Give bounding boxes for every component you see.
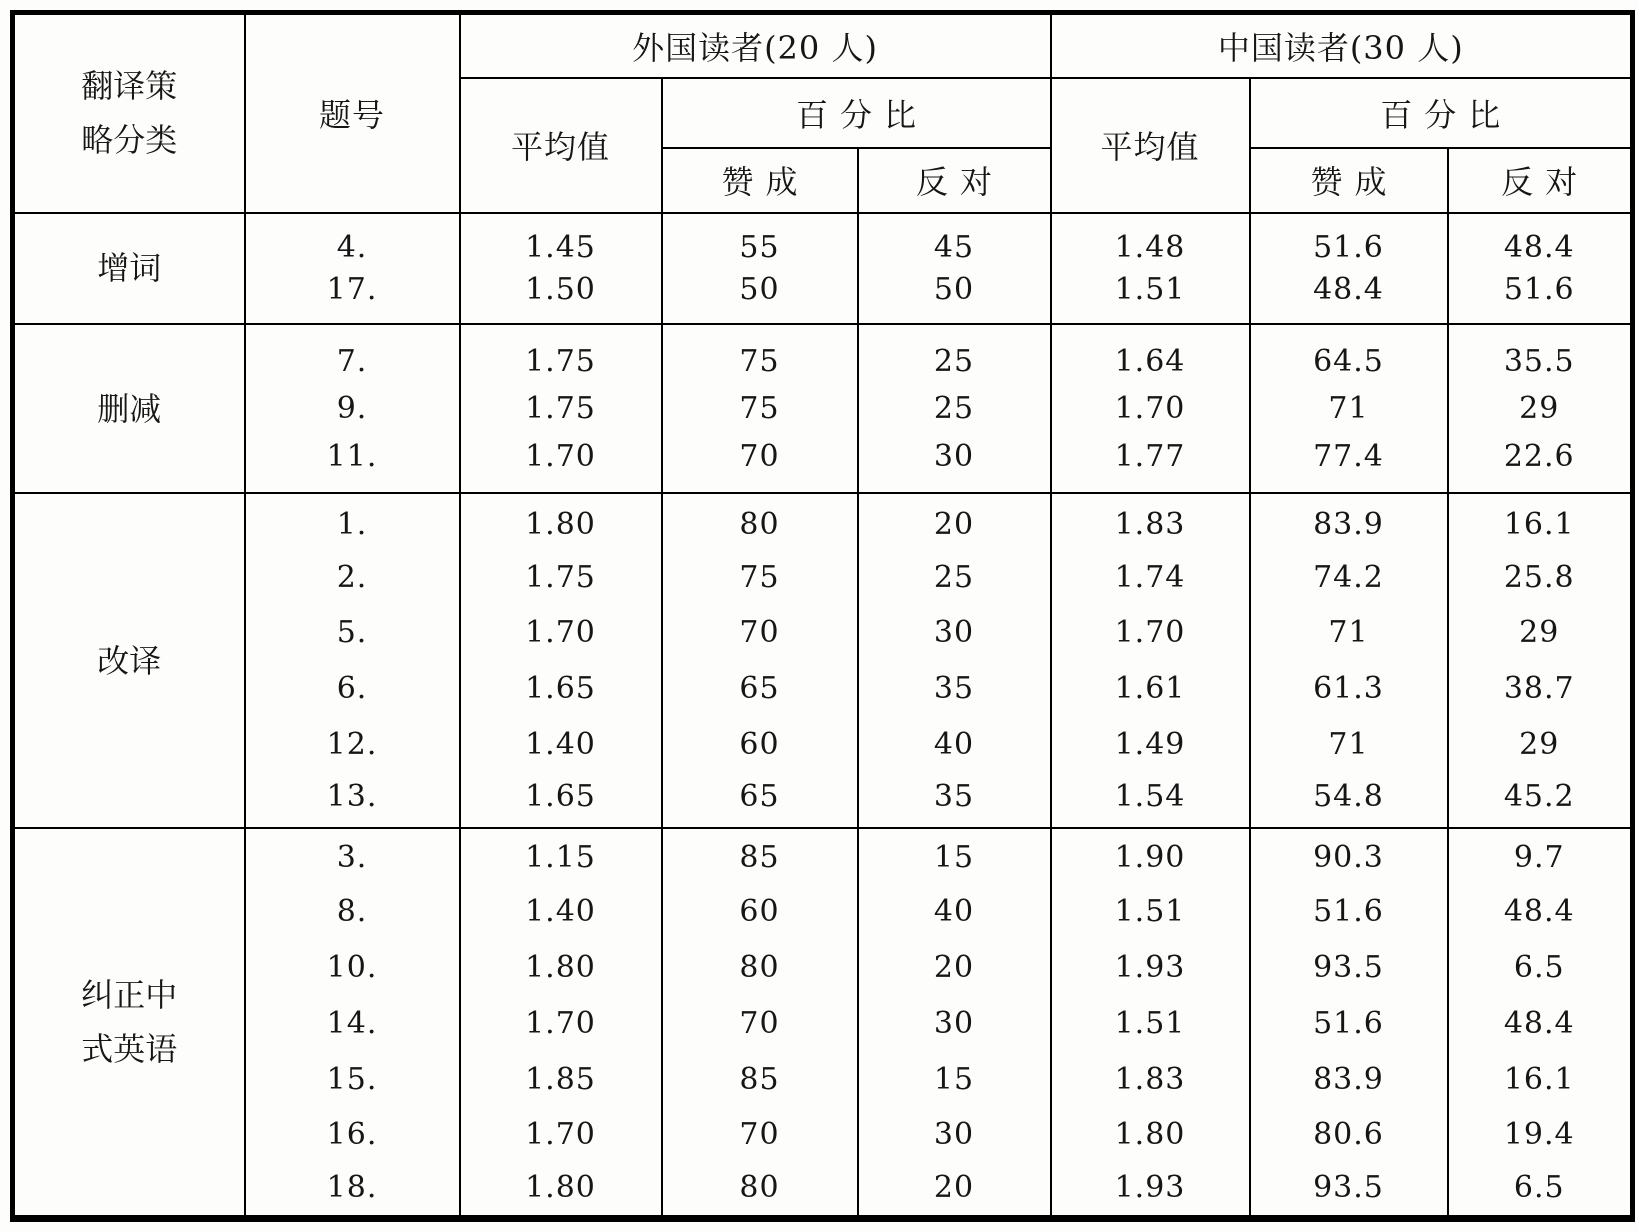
chinese-mean-cell: 1.54	[1051, 772, 1250, 828]
table-row	[13, 717, 1633, 773]
chinese-mean-cell: 1.90	[1051, 828, 1250, 884]
header-mean-foreign: 平均值	[460, 78, 662, 213]
group-adapted-translation	[13, 493, 1633, 828]
chinese-oppose-cell: 16.1	[1448, 493, 1633, 549]
foreign-oppose-cell: 30	[858, 1107, 1051, 1163]
question-no-cell: 1.	[245, 493, 460, 549]
chinese-agree-cell: 71	[1250, 605, 1448, 661]
foreign-agree-cell: 75	[662, 381, 858, 437]
table-row	[13, 268, 1633, 324]
chinese-oppose-cell: 19.4	[1448, 1107, 1633, 1163]
header-row-groups	[13, 13, 1633, 78]
chinese-mean-cell: 1.70	[1051, 605, 1250, 661]
strategy-label: 增词	[97, 249, 162, 288]
question-no-cell: 18.	[245, 1163, 460, 1219]
survey-results-table	[10, 10, 1635, 1222]
foreign-agree-cell: 50	[662, 268, 858, 324]
header-strategy-class-label: 翻译策略分类	[81, 66, 178, 160]
header-chinese-readers: 中国读者(30 人)	[1051, 13, 1633, 78]
foreign-agree-cell: 75	[662, 324, 858, 381]
chinese-mean-cell: 1.61	[1051, 661, 1250, 717]
table-row	[13, 661, 1633, 717]
chinese-agree-cell: 51.6	[1250, 995, 1448, 1051]
question-no-cell: 4.	[245, 213, 460, 269]
strategy-label: 删减	[97, 389, 162, 428]
foreign-agree-cell: 55	[662, 213, 858, 269]
foreign-oppose-cell: 25	[858, 324, 1051, 381]
foreign-mean-cell: 1.70	[460, 437, 662, 494]
foreign-agree-cell: 60	[662, 884, 858, 940]
foreign-mean-cell: 1.75	[460, 549, 662, 605]
foreign-agree-cell: 80	[662, 493, 858, 549]
foreign-mean-cell: 1.65	[460, 772, 662, 828]
foreign-oppose-cell: 30	[858, 995, 1051, 1051]
chinese-mean-cell: 1.51	[1051, 268, 1250, 324]
group-deletion	[13, 324, 1633, 493]
table-row	[13, 437, 1633, 494]
foreign-mean-cell: 1.75	[460, 324, 662, 381]
foreign-mean-cell: 1.45	[460, 213, 662, 269]
chinese-mean-cell: 1.93	[1051, 940, 1250, 996]
chinese-oppose-cell: 29	[1448, 381, 1633, 437]
chinese-mean-cell: 1.80	[1051, 1107, 1250, 1163]
question-no-cell: 7.	[245, 324, 460, 381]
table-row	[13, 1163, 1633, 1219]
table-header	[13, 13, 1633, 213]
table-row	[13, 549, 1633, 605]
chinese-mean-cell: 1.77	[1051, 437, 1250, 494]
foreign-agree-cell: 70	[662, 437, 858, 494]
chinese-oppose-cell: 48.4	[1448, 884, 1633, 940]
table-row	[13, 828, 1633, 884]
chinese-agree-cell: 54.8	[1250, 772, 1448, 828]
header-percentage-chinese: 百分比	[1250, 78, 1633, 148]
foreign-oppose-cell: 25	[858, 381, 1051, 437]
chinese-oppose-cell: 25.8	[1448, 549, 1633, 605]
chinese-agree-cell: 64.5	[1250, 324, 1448, 381]
chinese-oppose-cell: 29	[1448, 717, 1633, 773]
table-row	[13, 772, 1633, 828]
chinese-mean-cell: 1.49	[1051, 717, 1250, 773]
question-no-cell: 2.	[245, 549, 460, 605]
foreign-oppose-cell: 45	[858, 213, 1051, 269]
foreign-oppose-cell: 40	[858, 717, 1051, 773]
header-strategy-class	[13, 13, 245, 213]
question-no-cell: 16.	[245, 1107, 460, 1163]
foreign-mean-cell: 1.80	[460, 493, 662, 549]
foreign-agree-cell: 60	[662, 717, 858, 773]
chinese-oppose-cell: 29	[1448, 605, 1633, 661]
strategy-label: 改译	[97, 641, 162, 680]
foreign-oppose-cell: 20	[858, 493, 1051, 549]
question-no-cell: 14.	[245, 995, 460, 1051]
chinese-mean-cell: 1.83	[1051, 493, 1250, 549]
question-no-cell: 8.	[245, 884, 460, 940]
table-row	[13, 213, 1633, 269]
foreign-mean-cell: 1.40	[460, 717, 662, 773]
strategy-cell	[13, 324, 245, 493]
foreign-agree-cell: 70	[662, 605, 858, 661]
table-row	[13, 605, 1633, 661]
header-agree-foreign: 赞成	[662, 148, 858, 213]
header-agree-chinese: 赞成	[1250, 148, 1448, 213]
foreign-agree-cell: 70	[662, 995, 858, 1051]
question-no-cell: 13.	[245, 772, 460, 828]
strategy-label: 纠正中式英语	[81, 975, 178, 1069]
table-row	[13, 995, 1633, 1051]
strategy-cell	[13, 213, 245, 325]
table-row	[13, 940, 1633, 996]
chinese-agree-cell: 83.9	[1250, 493, 1448, 549]
foreign-mean-cell: 1.40	[460, 884, 662, 940]
foreign-agree-cell: 65	[662, 661, 858, 717]
foreign-mean-cell: 1.75	[460, 381, 662, 437]
chinese-oppose-cell: 45.2	[1448, 772, 1633, 828]
foreign-mean-cell: 1.85	[460, 1051, 662, 1107]
chinese-oppose-cell: 48.4	[1448, 213, 1633, 269]
table-row	[13, 493, 1633, 549]
chinese-oppose-cell: 16.1	[1448, 1051, 1633, 1107]
foreign-oppose-cell: 50	[858, 268, 1051, 324]
foreign-oppose-cell: 25	[858, 549, 1051, 605]
question-no-cell: 3.	[245, 828, 460, 884]
chinese-oppose-cell: 22.6	[1448, 437, 1633, 494]
chinese-agree-cell: 51.6	[1250, 213, 1448, 269]
question-no-cell: 5.	[245, 605, 460, 661]
foreign-mean-cell: 1.15	[460, 828, 662, 884]
foreign-oppose-cell: 40	[858, 884, 1051, 940]
header-oppose-chinese: 反对	[1448, 148, 1633, 213]
chinese-agree-cell: 71	[1250, 717, 1448, 773]
group-adding-words	[13, 213, 1633, 325]
table-row	[13, 324, 1633, 381]
chinese-agree-cell: 90.3	[1250, 828, 1448, 884]
table-row	[13, 884, 1633, 940]
chinese-oppose-cell: 6.5	[1448, 1163, 1633, 1219]
chinese-oppose-cell: 48.4	[1448, 995, 1633, 1051]
question-no-cell: 15.	[245, 1051, 460, 1107]
chinese-mean-cell: 1.74	[1051, 549, 1250, 605]
chinese-agree-cell: 74.2	[1250, 549, 1448, 605]
chinese-agree-cell: 83.9	[1250, 1051, 1448, 1107]
foreign-oppose-cell: 35	[858, 661, 1051, 717]
foreign-oppose-cell: 30	[858, 605, 1051, 661]
foreign-agree-cell: 65	[662, 772, 858, 828]
strategy-cell	[13, 493, 245, 828]
chinese-oppose-cell: 38.7	[1448, 661, 1633, 717]
foreign-oppose-cell: 20	[858, 940, 1051, 996]
chinese-agree-cell: 77.4	[1250, 437, 1448, 494]
foreign-mean-cell: 1.50	[460, 268, 662, 324]
foreign-agree-cell: 75	[662, 549, 858, 605]
foreign-mean-cell: 1.80	[460, 1163, 662, 1219]
chinese-oppose-cell: 51.6	[1448, 268, 1633, 324]
foreign-agree-cell: 70	[662, 1107, 858, 1163]
table-row	[13, 1107, 1633, 1163]
foreign-agree-cell: 80	[662, 1163, 858, 1219]
foreign-mean-cell: 1.70	[460, 995, 662, 1051]
header-oppose-foreign: 反对	[858, 148, 1051, 213]
foreign-oppose-cell: 30	[858, 437, 1051, 494]
foreign-oppose-cell: 20	[858, 1163, 1051, 1219]
chinese-mean-cell: 1.70	[1051, 381, 1250, 437]
header-foreign-readers: 外国读者(20 人)	[460, 13, 1051, 78]
chinese-mean-cell: 1.51	[1051, 884, 1250, 940]
question-no-cell: 9.	[245, 381, 460, 437]
chinese-agree-cell: 93.5	[1250, 1163, 1448, 1219]
header-mean-chinese: 平均值	[1051, 78, 1250, 213]
chinese-agree-cell: 80.6	[1250, 1107, 1448, 1163]
strategy-cell	[13, 828, 245, 1218]
chinese-agree-cell: 71	[1250, 381, 1448, 437]
table-row	[13, 381, 1633, 437]
chinese-agree-cell: 51.6	[1250, 884, 1448, 940]
chinese-mean-cell: 1.64	[1051, 324, 1250, 381]
chinese-oppose-cell: 6.5	[1448, 940, 1633, 996]
foreign-mean-cell: 1.70	[460, 605, 662, 661]
question-no-cell: 17.	[245, 268, 460, 324]
chinese-mean-cell: 1.93	[1051, 1163, 1250, 1219]
header-question-no: 题号	[245, 13, 460, 213]
header-percentage-foreign: 百分比	[662, 78, 1051, 148]
chinese-oppose-cell: 35.5	[1448, 324, 1633, 381]
chinese-agree-cell: 48.4	[1250, 268, 1448, 324]
foreign-agree-cell: 80	[662, 940, 858, 996]
foreign-agree-cell: 85	[662, 1051, 858, 1107]
chinese-mean-cell: 1.51	[1051, 995, 1250, 1051]
chinese-mean-cell: 1.83	[1051, 1051, 1250, 1107]
table-row	[13, 1051, 1633, 1107]
foreign-mean-cell: 1.65	[460, 661, 662, 717]
question-no-cell: 12.	[245, 717, 460, 773]
chinese-agree-cell: 93.5	[1250, 940, 1448, 996]
question-no-cell: 11.	[245, 437, 460, 494]
foreign-oppose-cell: 15	[858, 828, 1051, 884]
foreign-oppose-cell: 15	[858, 1051, 1051, 1107]
question-no-cell: 10.	[245, 940, 460, 996]
question-no-cell: 6.	[245, 661, 460, 717]
chinese-oppose-cell: 9.7	[1448, 828, 1633, 884]
chinese-mean-cell: 1.48	[1051, 213, 1250, 269]
foreign-oppose-cell: 35	[858, 772, 1051, 828]
foreign-mean-cell: 1.80	[460, 940, 662, 996]
chinese-agree-cell: 61.3	[1250, 661, 1448, 717]
foreign-agree-cell: 85	[662, 828, 858, 884]
group-correcting-chinglish	[13, 828, 1633, 1218]
foreign-mean-cell: 1.70	[460, 1107, 662, 1163]
